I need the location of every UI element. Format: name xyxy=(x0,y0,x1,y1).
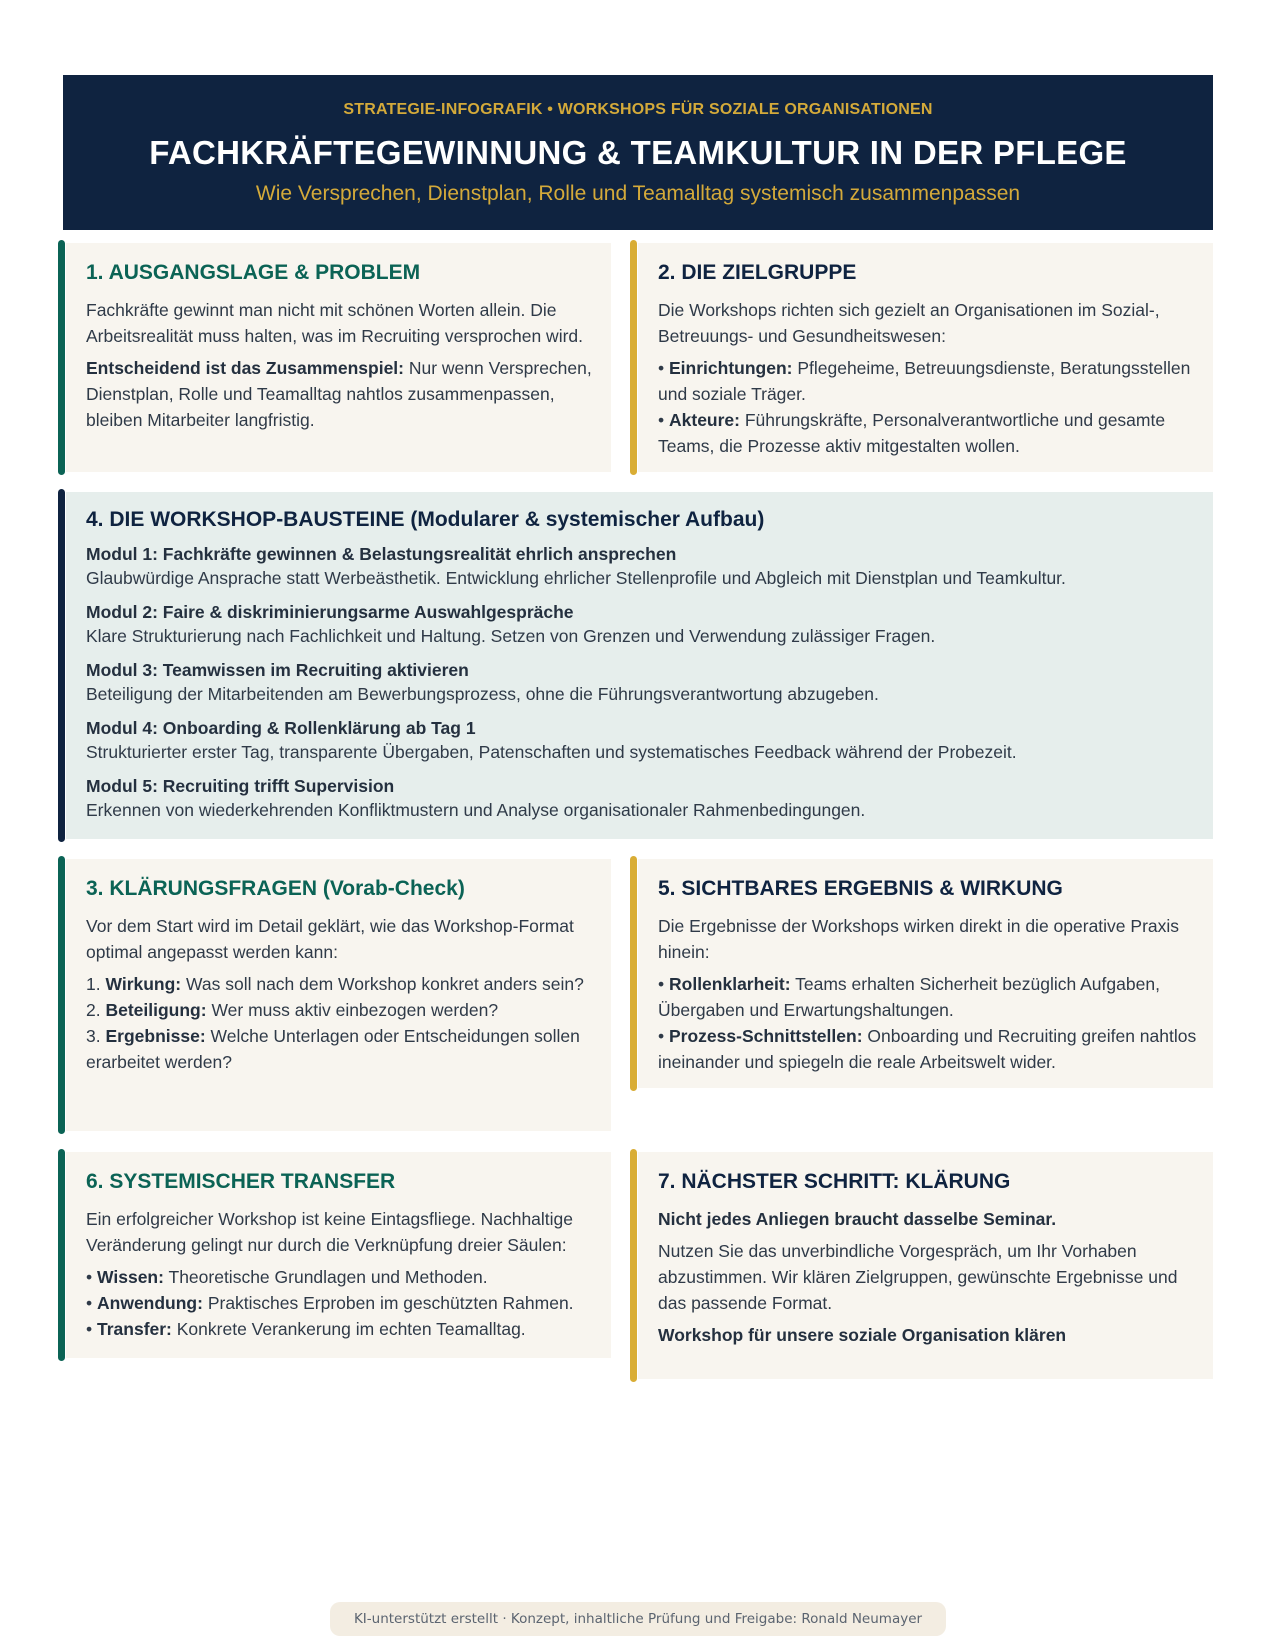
bold-lead: Entscheidend ist das Zusammenspiel: xyxy=(86,358,404,378)
list-item xyxy=(658,355,1197,407)
list-item xyxy=(86,1264,595,1290)
module-item xyxy=(86,600,1197,648)
accent-bar xyxy=(630,1149,637,1382)
module-description: Strukturierter erster Tag, transparente Übergaben, Patenschaften und systematisches Feedback während der Probezeit. xyxy=(86,742,1017,762)
section-intro: Die Ergebnisse der Workshops wirken direkt in die operative Praxis hinein: xyxy=(658,916,1180,962)
module-description: Glaubwürdige Ansprache statt Werbeästhetik. Entwicklung ehrlicher Stellenprofile und Abgleich mit Dienstplan und Teamkultur. xyxy=(86,568,1066,588)
section-paragraph xyxy=(86,355,595,433)
section-ausgangslage xyxy=(66,243,611,472)
page-title: FACHKRÄFTEGEWINNUNG & TEAMKULTUR IN DER PFLEGE xyxy=(149,134,1127,171)
module-description: Erkennen von wiederkehrenden Konfliktmustern und Analyse organisationaler Rahmenbedingungen. xyxy=(86,800,866,820)
accent-bar xyxy=(58,489,65,842)
section-zielgruppe xyxy=(638,243,1213,472)
list-item xyxy=(86,971,595,997)
section-paragraph: Nutzen Sie das unverbindliche Vorgespräch, um Ihr Vorhaben abzustimmen. Wir klären Zielgruppen, gewünschte Ergebnisse und das passende Format. xyxy=(658,1241,1178,1313)
bullet-glyph: • xyxy=(658,358,669,378)
list-item xyxy=(658,971,1197,1023)
item-label: Wissen: xyxy=(97,1267,164,1287)
item-text: Onboarding und Recruiting greifen nahtlos ineinander und spiegeln die reale Arbeitswelt wider. xyxy=(658,1026,1197,1072)
item-number: 1. xyxy=(86,974,106,994)
bullet-glyph: • xyxy=(658,1026,669,1046)
section-title: 6. SYSTEMISCHER TRANSFER xyxy=(86,1170,396,1193)
page-subtitle: Wie Versprechen, Dienstplan, Rolle und Teamalltag systemisch zusammenpassen xyxy=(255,182,1021,205)
bullet-glyph: • xyxy=(658,974,669,994)
item-label: Rollenklarheit: xyxy=(669,974,791,994)
section-systemischer-transfer xyxy=(66,1152,611,1358)
item-label: Transfer: xyxy=(97,1319,172,1339)
item-text: Theoretische Grundlagen und Methoden. xyxy=(163,1267,488,1287)
item-text: Konkrete Verankerung im echten Teamalltag. xyxy=(171,1319,526,1339)
section-intro: Ein erfolgreicher Workshop ist keine Eintagsfliege. Nachhaltige Veränderung gelingt nur durch die Verknüpfung dreier Säulen: xyxy=(86,1209,574,1255)
accent-bar xyxy=(630,240,637,475)
item-label: Anwendung: xyxy=(97,1293,203,1313)
module-title: Modul 2: Faire & diskriminierungsarme Auswahlgespräche xyxy=(86,602,574,622)
bullet-glyph: • xyxy=(658,410,669,430)
section-title: 5. SICHTBARES ERGEBNIS & WIRKUNG xyxy=(658,877,1063,900)
section-title: 2. DIE ZIELGRUPPE xyxy=(658,261,857,284)
footer-credit: KI-unterstützt erstellt · Konzept, inhaltliche Prüfung und Freigabe: Ronald Neumayer xyxy=(330,1602,946,1636)
module-item xyxy=(86,658,1197,706)
section-paragraph: Fachkräfte gewinnt man nicht mit schönen Worten allein. Die Arbeitsrealität muss halten, was im Recruiting versprochen wird. xyxy=(86,300,583,346)
bullet-glyph: • xyxy=(86,1267,97,1287)
item-text: Was soll nach dem Workshop konkret anders sein? xyxy=(181,974,584,994)
module-item xyxy=(86,716,1197,764)
item-label: Ergebnisse: xyxy=(105,1026,206,1046)
item-label: Einrichtungen: xyxy=(669,358,793,378)
item-label: Prozess-Schnittstellen: xyxy=(669,1026,863,1046)
item-number: 2. xyxy=(86,1000,106,1020)
bullet-glyph: • xyxy=(86,1319,97,1339)
section-workshop-bausteine xyxy=(66,492,1213,839)
list-item xyxy=(86,1316,595,1342)
section-title: 7. NÄCHSTER SCHRITT: KLÄRUNG xyxy=(658,1170,1011,1193)
section-lead: Nicht jedes Anliegen braucht dasselbe Seminar. xyxy=(658,1209,1057,1229)
list-item xyxy=(658,1023,1197,1075)
module-item xyxy=(86,542,1197,590)
section-title: 3. KLÄRUNGSFRAGEN (Vorab-Check) xyxy=(86,877,465,900)
accent-bar xyxy=(58,856,65,1134)
item-text: Welche Unterlagen oder Entscheidungen sollen erarbeitet werden? xyxy=(86,1026,580,1072)
list-item xyxy=(86,1023,595,1075)
section-intro: Die Workshops richten sich gezielt an Organisationen im Sozial-, Betreuungs- und Gesundheitswesen: xyxy=(658,300,1160,346)
module-item xyxy=(86,774,1197,822)
item-label: Beteiligung: xyxy=(105,1000,207,1020)
item-text: Pflegeheime, Betreuungsdienste, Beratungsstellen und soziale Träger. xyxy=(658,358,1191,404)
module-title: Modul 4: Onboarding & Rollenklärung ab Tag 1 xyxy=(86,718,476,738)
section-title: 1. AUSGANGSLAGE & PROBLEM xyxy=(86,261,421,284)
accent-bar xyxy=(58,1149,65,1361)
bullet-glyph: • xyxy=(86,1293,97,1313)
item-label: Akteure: xyxy=(669,410,740,430)
item-label: Wirkung: xyxy=(105,974,182,994)
list-item xyxy=(86,997,595,1023)
section-intro: Vor dem Start wird im Detail geklärt, wie das Workshop-Format optimal angepasst werden kann: xyxy=(86,916,574,962)
section-ergebnis-wirkung xyxy=(638,859,1213,1088)
header-kicker: STRATEGIE-INFOGRAFIK • WORKSHOPS FÜR SOZIALE ORGANISATIONEN xyxy=(343,101,933,118)
paragraph-text: Nur wenn Versprechen, Dienstplan, Rolle und Teamalltag nahtlos zusammenpassen, bleiben Mitarbeiter langfristig. xyxy=(86,358,592,430)
item-text: Führungskräfte, Personalverantwortliche und gesamte Teams, die Prozesse aktiv mitgestalten wollen. xyxy=(658,410,1166,456)
module-description: Klare Strukturierung nach Fachlichkeit und Haltung. Setzen von Grenzen und Verwendung zulässiger Fragen. xyxy=(86,626,936,646)
module-title: Modul 3: Teamwissen im Recruiting aktivieren xyxy=(86,660,469,680)
module-title: Modul 5: Recruiting trifft Supervision xyxy=(86,776,395,796)
header-banner xyxy=(63,75,1213,230)
list-item xyxy=(86,1290,595,1316)
accent-bar xyxy=(630,856,637,1091)
cta-link[interactable]: Workshop für unsere soziale Organisation klären xyxy=(658,1325,1067,1345)
accent-bar xyxy=(58,240,65,475)
module-description: Beteiligung der Mitarbeitenden am Bewerbungsprozess, ohne die Führungsverantwortung abzugeben. xyxy=(86,684,879,704)
list-item xyxy=(658,407,1197,459)
section-klaerungsfragen xyxy=(66,859,611,1131)
item-text: Wer muss aktiv einbezogen werden? xyxy=(206,1000,499,1020)
section-title: 4. DIE WORKSHOP-BAUSTEINE (Modularer & systemischer Aufbau) xyxy=(86,508,765,531)
section-naechster-schritt xyxy=(638,1152,1213,1379)
item-number: 3. xyxy=(86,1026,106,1046)
item-text: Teams erhalten Sicherheit bezüglich Aufgaben, Übergaben und Erwartungshaltungen. xyxy=(658,974,1160,1020)
module-title: Modul 1: Fachkräfte gewinnen & Belastungsrealität ehrlich ansprechen xyxy=(86,544,677,564)
item-text: Praktisches Erproben im geschützten Rahmen. xyxy=(202,1293,574,1313)
